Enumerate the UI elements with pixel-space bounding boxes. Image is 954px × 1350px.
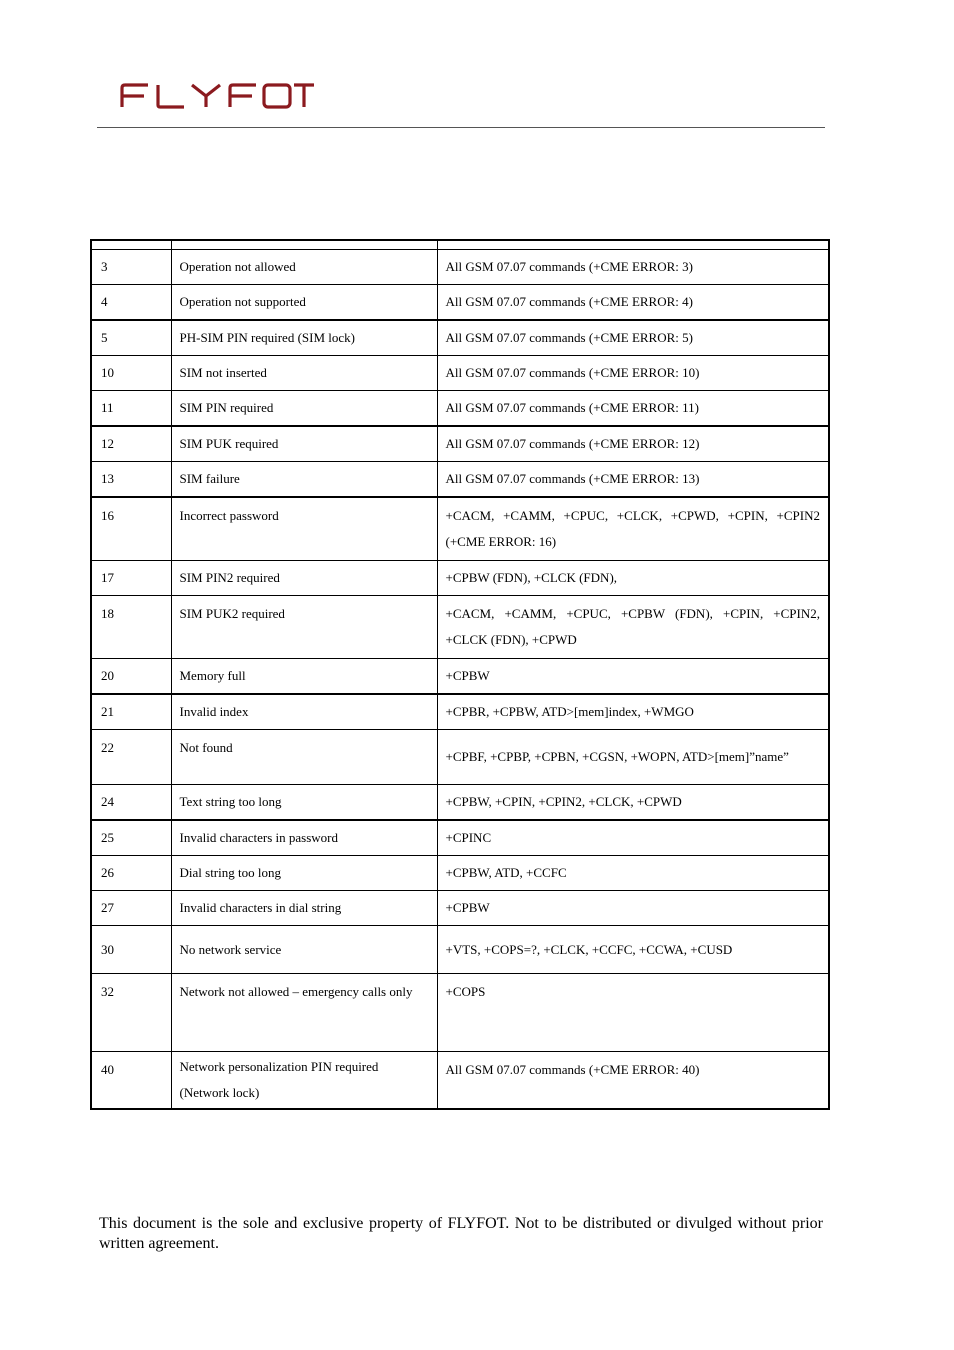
error-commands: All GSM 07.07 commands (+CME ERROR: 13) — [437, 462, 829, 498]
error-commands: +CPBW, ATD, +CCFC — [437, 856, 829, 891]
error-commands: +CPBF, +CPBP, +CPBN, +CGSN, +WOPN, ATD>[mem]”name” — [437, 730, 829, 785]
error-code: 40 — [91, 1052, 171, 1110]
error-meaning: PH-SIM PIN required (SIM lock) — [171, 320, 437, 356]
error-meaning: SIM PUK2 required — [171, 596, 437, 659]
header-divider — [97, 127, 825, 128]
table-row — [91, 891, 829, 926]
confidentiality-notice: This document is the sole and exclusive property of FLYFOT. Not to be distributed or divulged without prior written agreement. — [99, 1215, 823, 1252]
error-meaning: Invalid index — [171, 694, 437, 730]
error-code: 21 — [91, 694, 171, 730]
error-meaning: Invalid characters in dial string — [171, 891, 437, 926]
table-row — [91, 856, 829, 891]
error-meaning: SIM PIN2 required — [171, 561, 437, 596]
page-header — [0, 0, 954, 130]
error-commands: All GSM 07.07 commands (+CME ERROR: 12) — [437, 426, 829, 462]
table-row — [91, 1052, 829, 1110]
header-cell-commands — [437, 240, 829, 250]
error-commands: +CACM, +CAMM, +CPUC, +CPBW (FDN), +CPIN, +CPIN2, +CLCK (FDN), +CPWD — [437, 596, 829, 659]
error-commands: +CACM, +CAMM, +CPUC, +CLCK, +CPWD, +CPIN, +CPIN2 (+CME ERROR: 16) — [437, 497, 829, 561]
table-row — [91, 320, 829, 356]
error-code: 26 — [91, 856, 171, 891]
error-meaning: Dial string too long — [171, 856, 437, 891]
error-commands: All GSM 07.07 commands (+CME ERROR: 11) — [437, 391, 829, 427]
error-code: 11 — [91, 391, 171, 427]
error-meaning: Network personalization PIN required (Network lock) — [171, 1052, 437, 1110]
error-code: 18 — [91, 596, 171, 659]
error-code: 10 — [91, 356, 171, 391]
error-code: 20 — [91, 659, 171, 695]
error-code: 12 — [91, 426, 171, 462]
flyfot-logo — [118, 80, 314, 117]
table-row — [91, 285, 829, 321]
table-row — [91, 561, 829, 596]
error-code: 17 — [91, 561, 171, 596]
table-row — [91, 974, 829, 1052]
table-row — [91, 730, 829, 785]
table-row — [91, 926, 829, 974]
error-commands: +COPS — [437, 974, 829, 1052]
error-meaning: Operation not allowed — [171, 250, 437, 285]
error-commands: All GSM 07.07 commands (+CME ERROR: 10) — [437, 356, 829, 391]
error-code: 13 — [91, 462, 171, 498]
table-row — [91, 356, 829, 391]
error-meaning: Not found — [171, 730, 437, 785]
error-meaning: Network not allowed – emergency calls only — [171, 974, 437, 1052]
header-cell-code — [91, 240, 171, 250]
table-row — [91, 596, 829, 659]
error-commands: All GSM 07.07 commands (+CME ERROR: 3) — [437, 250, 829, 285]
error-code: 27 — [91, 891, 171, 926]
error-commands: +CPBW — [437, 659, 829, 695]
error-code: 24 — [91, 785, 171, 821]
error-commands: +CPBW, +CPIN, +CPIN2, +CLCK, +CPWD — [437, 785, 829, 821]
error-meaning: SIM failure — [171, 462, 437, 498]
table-row — [91, 497, 829, 561]
error-code: 16 — [91, 497, 171, 561]
error-code: 22 — [91, 730, 171, 785]
error-code: 32 — [91, 974, 171, 1052]
error-commands: All GSM 07.07 commands (+CME ERROR: 4) — [437, 285, 829, 321]
table-row — [91, 785, 829, 821]
table-header-row — [91, 240, 829, 250]
cme-error-table — [90, 239, 830, 1110]
error-code: 3 — [91, 250, 171, 285]
table-row — [91, 391, 829, 427]
header-cell-meaning — [171, 240, 437, 250]
error-meaning: Text string too long — [171, 785, 437, 821]
error-code: 5 — [91, 320, 171, 356]
table-row — [91, 250, 829, 285]
error-meaning: SIM not inserted — [171, 356, 437, 391]
error-commands: All GSM 07.07 commands (+CME ERROR: 5) — [437, 320, 829, 356]
error-meaning: No network service — [171, 926, 437, 974]
error-commands: +CPBW — [437, 891, 829, 926]
error-commands: All GSM 07.07 commands (+CME ERROR: 40) — [437, 1052, 829, 1110]
table-row — [91, 659, 829, 695]
flyfot-logo-graphic — [118, 80, 314, 112]
error-commands: +CPINC — [437, 820, 829, 856]
error-meaning: Operation not supported — [171, 285, 437, 321]
error-meaning: Memory full — [171, 659, 437, 695]
error-meaning: SIM PIN required — [171, 391, 437, 427]
table-row — [91, 462, 829, 498]
error-meaning: Invalid characters in password — [171, 820, 437, 856]
error-meaning: Incorrect password — [171, 497, 437, 561]
error-commands: +CPBR, +CPBW, ATD>[mem]index, +WMGO — [437, 694, 829, 730]
error-code: 30 — [91, 926, 171, 974]
error-commands: +CPBW (FDN), +CLCK (FDN), — [437, 561, 829, 596]
error-commands: +VTS, +COPS=?, +CLCK, +CCFC, +CCWA, +CUSD — [437, 926, 829, 974]
table-row — [91, 426, 829, 462]
table-row — [91, 694, 829, 730]
table-row — [91, 820, 829, 856]
error-code: 25 — [91, 820, 171, 856]
error-code: 4 — [91, 285, 171, 321]
error-meaning: SIM PUK required — [171, 426, 437, 462]
